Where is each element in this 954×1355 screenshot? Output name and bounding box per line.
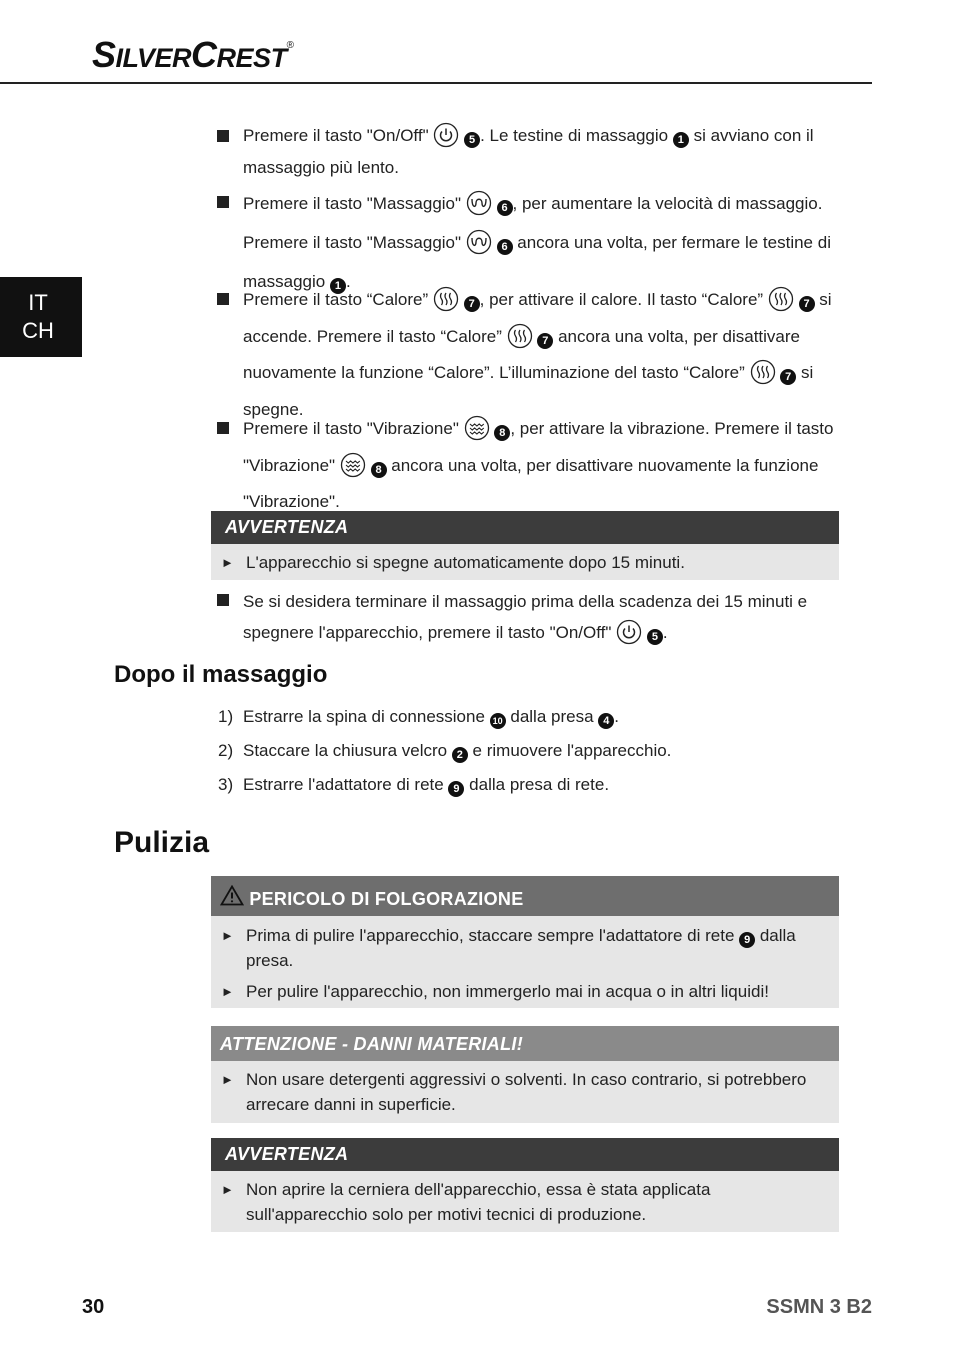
bullet-massage: Premere il tasto "Massaggio" 6 , per aumentare la velocità di massaggio. Premere il tasto "Massaggio" 6 ancora una volta, per fermare le testine di massaggio 1 . [217,188,842,298]
arrow-right-icon: ► [221,1072,234,1087]
bullet-onoff: Premere il tasto "On/Off" 5 . Le testine di massaggio 1 si avviano con il massaggio più lento. [217,122,842,180]
ref-number: 5 [464,132,480,148]
warning-title: AVVERTENZA [211,511,839,544]
massage-icon [466,190,492,227]
ref-number: 5 [647,629,663,645]
ref-number: 9 [739,932,755,948]
vibration-icon [340,452,366,488]
warning-triangle-icon [220,877,244,923]
bullet-stop: Se si desidera terminare il massaggio prima della scadenza dei 15 minuti e spegnere l'apparecchio, premere il tasto "On/Off" 5 . [217,586,842,655]
power-icon [433,122,459,155]
danger-title: PERICOLO DI FOLGORAZIONE [211,876,839,916]
ref-number: 6 [497,239,513,255]
ref-number: 2 [452,747,468,763]
language-it: IT [28,290,48,315]
ref-number: 1 [330,278,346,294]
heat-icon [507,323,533,359]
warning-box [211,511,839,580]
warning-title: AVVERTENZA [211,1138,839,1171]
warning-item: ► L'apparecchio si spegne automaticamente dopo 15 minuti. [219,550,831,575]
massage-icon [466,229,492,266]
ref-number: 7 [464,296,480,312]
bullet-vibration: Premere il tasto "Vibrazione" 8 , per attivare la vibrazione. Premere il tasto "Vibrazione" 8 ancora una volta, per disattivare nuovamente la funzione "Vibrazione". [217,414,842,517]
step-item: 2) Staccare la chiusura velcro 2 e rimuovere l'apparecchio. [218,741,672,761]
bullet-square [217,196,229,208]
attention-box [211,1026,839,1123]
vibration-icon [464,415,490,451]
arrow-right-icon: ► [221,555,234,570]
section-title: Pulizia [114,826,210,859]
ref-number: 8 [494,425,510,441]
brand-logo: SILVERCREST® [92,34,294,75]
warning-item: ► Non aprire la cerniera dell'apparecchio, essa è stata applicata sull'apparecchio solo per motivi tecnici di produzione. [219,1177,831,1227]
heat-icon [768,286,794,322]
danger-box [211,876,839,1008]
step-item: 3) Estrarre l'adattatore di rete 9 dalla presa di rete. [218,775,610,795]
heat-icon [433,286,459,322]
ref-number: 4 [598,713,614,729]
bullet-square [217,293,229,305]
bullet-heat: Premere il tasto “Calore” 7 , per attivare il calore. Il tasto “Calore” 7 si accende. Premere il tasto “Calore” 7 ancora una volta, per disattivare nuovamente la funzione “Calore”. L’illuminazione del tasto “Calore” 7 si spegne. [217,285,842,424]
arrow-right-icon: ► [221,984,234,999]
warning-box [211,1138,839,1232]
section-subtitle: Dopo il massaggio [114,661,328,688]
ref-number: 7 [780,369,796,385]
ref-number: 8 [371,462,387,478]
page-number: 30 [82,1296,105,1318]
attention-title: ATTENZIONE - DANNI MATERIALI! [211,1026,839,1061]
power-icon [616,619,642,655]
model-name: SSMN 3 B2 [766,1296,872,1318]
heat-icon [750,359,776,395]
ref-number: 9 [448,781,464,797]
ref-number: 1 [673,132,689,148]
step-item: 1) Estrarre la spina di connessione 10 dalla presa 4 . [218,707,619,727]
ref-number: 7 [537,333,553,349]
attention-item: ► Non usare detergenti aggressivi o solventi. In caso contrario, si potrebbero arrecare danni in superficie. [219,1067,831,1117]
arrow-right-icon: ► [221,928,234,943]
danger-item: ► Prima di pulire l'apparecchio, staccare sempre l'adattatore di rete 9 dalla presa. [219,923,831,973]
ref-number: 7 [799,296,815,312]
header-rule [0,82,872,84]
bullet-square [217,422,229,434]
bullet-square [217,594,229,606]
bullet-square [217,130,229,142]
ref-number: 6 [497,200,513,216]
ref-number: 10 [490,713,506,729]
danger-item: ► Per pulire l'apparecchio, non immergerlo mai in acqua o in altri liquidi! [219,979,831,1004]
language-ch: CH [22,318,54,343]
language-tab [0,277,82,357]
arrow-right-icon: ► [221,1182,234,1197]
